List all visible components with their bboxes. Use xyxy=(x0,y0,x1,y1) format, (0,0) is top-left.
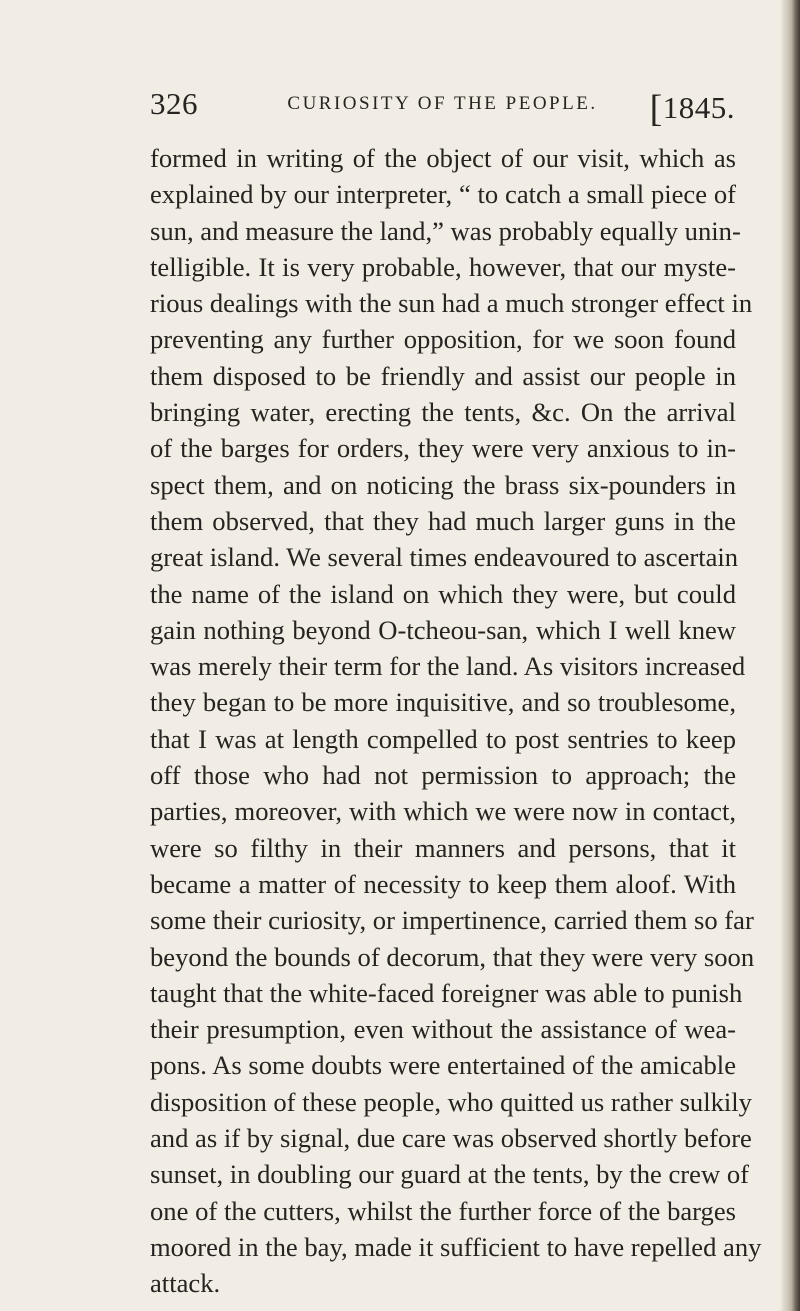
text-line: formed in writing of the object of our visit, which as xyxy=(150,143,736,173)
header-year-text: 1845. xyxy=(662,90,735,125)
text-line: preventing any further opposition, for we soon found xyxy=(150,324,736,355)
text-line: of the barges for orders, they were very anxious to in- xyxy=(150,433,736,464)
text-line: taught that the white-faced foreigner was able to punish xyxy=(150,977,743,1008)
text-line: became a matter of necessity to keep them aloof. With xyxy=(150,868,736,899)
text-line: their presumption, even without the assistance of wea- xyxy=(150,1014,736,1045)
text-line: some their curiosity, or impertinence, carried them so far xyxy=(150,905,754,936)
page-number: 326 xyxy=(150,86,198,121)
text-line: pons. As some doubts were entertained of the amicable xyxy=(150,1050,736,1081)
text-line: moored in the bay, made it sufficient to have repelled any xyxy=(150,1231,762,1262)
text-line: explained by our interpreter, “ to catch a small piece of xyxy=(150,179,736,210)
text-line: beyond the bounds of decorum, that they were very soon xyxy=(150,941,755,972)
body-paragraph xyxy=(150,140,762,1302)
text-line: them observed, that they had much larger guns in the xyxy=(150,505,736,536)
text-line: they began to be more inquisitive, and so troublesome, xyxy=(150,687,736,718)
page-edge xyxy=(786,0,800,1311)
text-line: rious dealings with the sun had a much stronger effect in xyxy=(150,288,753,319)
text-line: sun, and measure the land,” was probably equally unin- xyxy=(150,215,741,246)
text-line: that I was at length compelled to post sentries to keep xyxy=(150,723,736,754)
text-line: great island. We several times endeavoured to ascertain xyxy=(150,542,739,573)
text-line: gain nothing beyond O-tcheou-san, which I well knew xyxy=(150,614,736,645)
text-line: were so filthy in their manners and persons, that it xyxy=(150,832,736,863)
text-line: one of the cutters, whilst the further force of the barges xyxy=(150,1195,736,1226)
text-line: spect them, and on noticing the brass six-pounders in xyxy=(150,469,736,500)
text-line: bringing water, erecting the tents, &c. On the arrival xyxy=(150,397,736,428)
text-line: telligible. It is very probable, however, that our myste- xyxy=(150,251,736,282)
running-header xyxy=(150,78,735,128)
text-line: disposition of these people, who quitted us rather sulkily xyxy=(150,1086,752,1117)
header-bracket: [ xyxy=(649,88,663,130)
text-line: parties, moreover, with which we were now in contact, xyxy=(150,796,736,827)
running-title: CURIOSITY OF THE PEOPLE. xyxy=(287,93,598,114)
text-line: attack. xyxy=(150,1268,221,1299)
header-year xyxy=(650,84,735,128)
text-line: off those who had not permission to approach; the xyxy=(150,760,736,791)
text-line: and as if by signal, due care was observed shortly before xyxy=(150,1123,752,1154)
text-line: was merely their term for the land. As visitors increased xyxy=(150,651,746,682)
text-line: them disposed to be friendly and assist our people in xyxy=(150,360,736,391)
text-line: the name of the island on which they were, but could xyxy=(150,578,736,609)
text-line: sunset, in doubling our guard at the tents, by the crew of xyxy=(150,1159,749,1190)
